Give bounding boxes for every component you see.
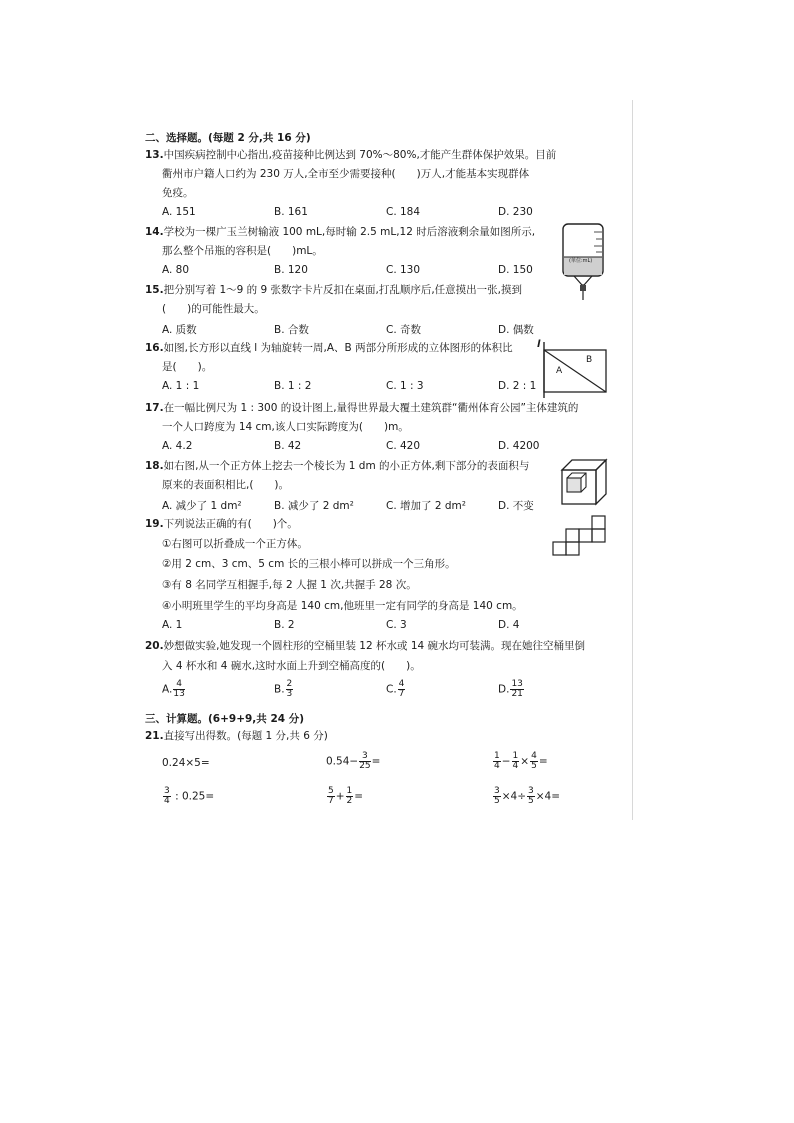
q15-line-1: 15.把分别写着 1～9 的 9 张数字卡片反扣在桌面,打乱顺序后,任意摸出一张,摸到 — [145, 284, 523, 296]
expr-2: 0.54− $\frac{3}{25}$ = — [326, 751, 381, 771]
q17-line-1: 17.在一幅比例尺为 1 : 300 的设计图上,量得世界最大覆土建筑群“衢州体育公园”主体建筑的 — [145, 402, 579, 414]
q19-statement-4: ④小明班里学生的平均身高是 140 cm,他班里一定有同学的身高是 140 cm。 — [162, 600, 523, 612]
q17-option-c: C. 420 — [386, 440, 421, 452]
expr-4: $\frac{3}{4}$ : 0.25= — [164, 786, 215, 806]
expr-3: $\frac{1}{4}$ − $\frac{1}{4}$ × $\frac{4}{5}$ = — [494, 751, 548, 771]
expr-5: $\frac{5}{7}$ + $\frac{1}{2}$ = — [328, 786, 364, 806]
q13-line-1: 13.中国疾病控制中心指出,疫苗接种比例达到 70%～80%,才能产生群体保护效果。目前 — [145, 149, 557, 161]
q20-option-d: D. $\frac{13}{21}$ — [498, 679, 523, 699]
q16-option-a: A. 1 : 1 — [162, 380, 200, 392]
q14-option-c: C. 130 — [386, 264, 421, 276]
q18-option-d: D. 不变 — [498, 500, 534, 512]
iv-bottle-unit-label: (单位:mL) — [569, 258, 593, 264]
q18-option-c: C. 增加了 2 dm² — [386, 500, 466, 512]
q17-option-a: A. 4.2 — [162, 440, 193, 452]
q19-option-a: A. 1 — [162, 619, 183, 631]
q14-line-1: 14.学校为一棵广玉兰树输液 100 mL,每时输 2.5 mL,12 时后溶液剩余量如图所示, — [145, 226, 536, 238]
expr-1: 0.24×5= — [162, 757, 210, 769]
q15-option-a: A. 质数 — [162, 324, 197, 336]
q13-option-d: D. 230 — [498, 206, 533, 218]
q20-line-2: 入 4 杯水和 4 碗水,这时水面上升到空桶高度的( )。 — [162, 660, 421, 672]
q15-option-d: D. 偶数 — [498, 324, 534, 336]
q19-statement-3: ③有 8 名同学互相握手,每 2 人握 1 次,共握手 28 次。 — [162, 579, 417, 591]
q21-line: 21.直接写出得数。(每题 1 分,共 6 分) — [145, 730, 328, 742]
q14-option-d: D. 150 — [498, 264, 533, 276]
q18-option-b: B. 减少了 2 dm² — [274, 500, 354, 512]
q19-option-c: C. 3 — [386, 619, 407, 631]
q13-line-3: 免疫。 — [162, 187, 194, 199]
q15-line-2: ( )的可能性最大。 — [162, 303, 265, 315]
q19-statement-1: ①右图可以折叠成一个正方体。 — [162, 538, 308, 550]
q15-option-b: B. 合数 — [274, 324, 309, 336]
q19-line-1: 19.下列说法正确的有( )个。 — [145, 518, 298, 530]
cube-net-figure — [552, 514, 608, 558]
q20-option-b: B. $\frac{2}{3}$ — [274, 679, 293, 699]
q19-option-d: D. 4 — [498, 619, 520, 631]
q20-option-c: C. $\frac{4}{7}$ — [386, 679, 405, 699]
q16-option-d: D. 2 : 1 — [498, 380, 537, 392]
rectangle-rotation-figure — [538, 340, 610, 400]
q20-option-a: A. $\frac{4}{13}$ — [162, 679, 185, 699]
q14-option-a: A. 80 — [162, 264, 190, 276]
q17-line-2: 一个人口跨度为 14 cm,该人口实际跨度为( )m。 — [162, 421, 409, 433]
q18-line-1: 18.如右图,从一个正方体上挖去一个棱长为 1 dm 的小正方体,剩下部分的表面积与 — [145, 460, 530, 472]
section-3-title: 三、计算题。(6+9+9,共 24 分) — [145, 713, 305, 725]
q15-option-c: C. 奇数 — [386, 324, 422, 336]
q16-option-c: C. 1 : 3 — [386, 380, 424, 392]
q14-line-2: 那么整个吊瓶的容积是( )mL。 — [162, 245, 323, 257]
q18-option-a: A. 减少了 1 dm² — [162, 500, 242, 512]
q13-option-a: A. 151 — [162, 206, 196, 218]
q13-line-2: 衢州市户籍人口约为 230 万人,全市至少需要接种( )万人,才能基本实现群体 — [162, 168, 530, 180]
q17-option-d: D. 4200 — [498, 440, 540, 452]
q14-option-b: B. 120 — [274, 264, 308, 276]
q13-option-b: B. 161 — [274, 206, 308, 218]
q17-option-b: B. 42 — [274, 440, 302, 452]
q19-option-b: B. 2 — [274, 619, 295, 631]
q16-option-b: B. 1 : 2 — [274, 380, 312, 392]
q19-statement-2: ②用 2 cm、3 cm、5 cm 长的三根小棒可以拼成一个三角形。 — [162, 558, 456, 570]
region-b-label: B — [586, 355, 593, 365]
q18-line-2: 原来的表面积相比,( )。 — [162, 479, 290, 491]
q20-line-1: 20.妙想做实验,她发现一个圆柱形的空桶里装 12 杯水或 14 碗水均可装满。现在她往空桶里倒 — [145, 640, 586, 652]
axis-l-label: l — [537, 339, 541, 350]
expr-6: $\frac{3}{5}$ ×4÷ $\frac{3}{5}$ ×4= — [494, 786, 561, 806]
cube-with-cutout-figure — [558, 456, 610, 508]
q16-line-1: 16.如图,长方形以直线 l 为轴旋转一周,A、B 两部分所形成的立体图形的体积比 — [145, 342, 513, 354]
paper-edge — [632, 100, 633, 820]
section-2-title: 二、选择题。(每题 2 分,共 16 分) — [145, 132, 311, 144]
q16-line-2: 是( )。 — [162, 361, 213, 373]
region-a-label: A — [556, 366, 563, 376]
q13-option-c: C. 184 — [386, 206, 421, 218]
